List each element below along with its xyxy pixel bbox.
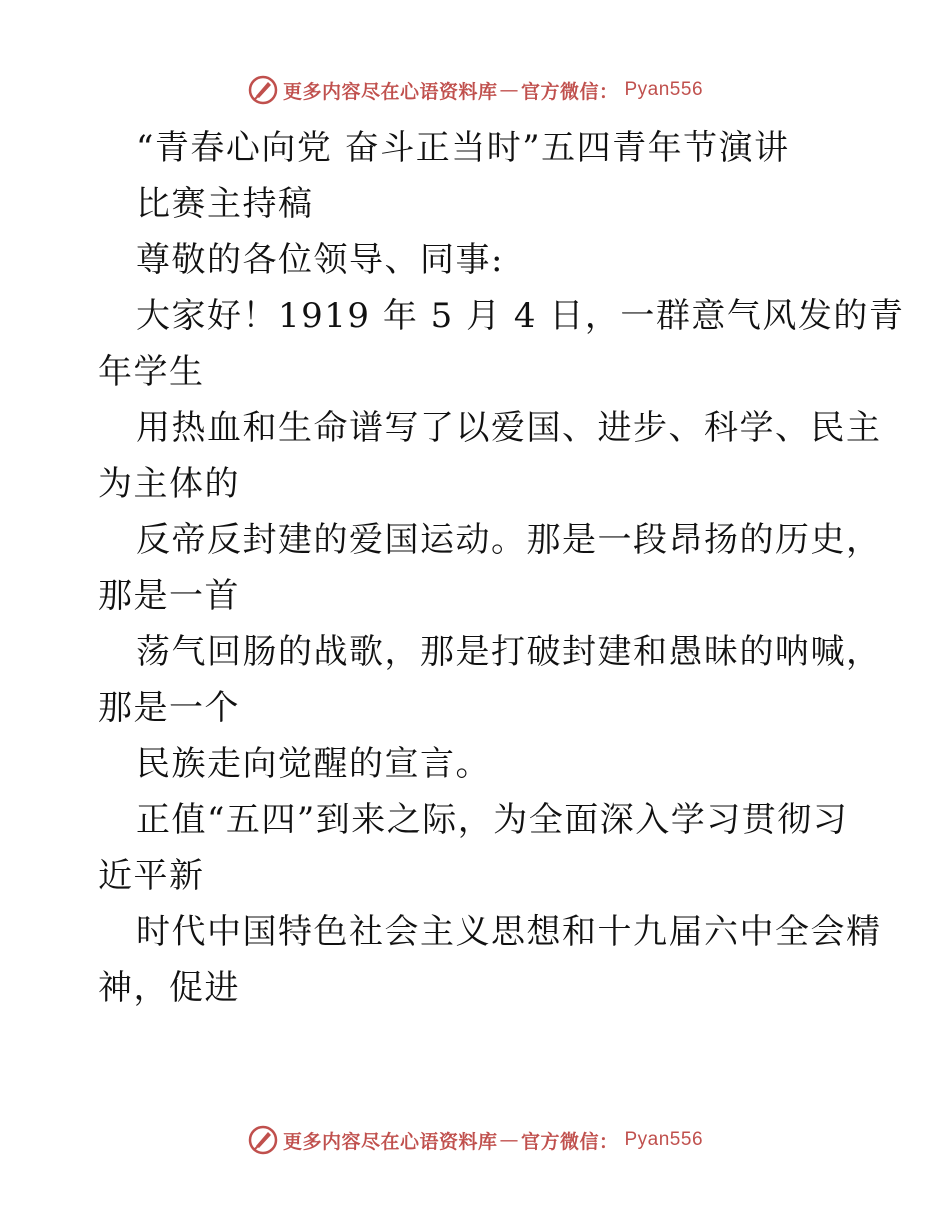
- watermark-wechat-id: Pyan556: [624, 79, 704, 100]
- watermark-dash: —: [499, 79, 519, 101]
- footer-watermark: [0, 1120, 950, 1160]
- doc-line: 那是一首: [98, 576, 240, 616]
- doc-line: 那是一个: [98, 688, 240, 728]
- doc-line: 大家好！1919 年 5 月 4 日，一群意气风发的青: [136, 296, 905, 336]
- quill-logo-icon: [247, 1124, 279, 1156]
- doc-line: 反帝反封建的爱国运动。那是一段昂扬的历史，: [136, 520, 882, 560]
- doc-line: 时代中国特色社会主义思想和十九届六中全会精: [136, 912, 882, 952]
- doc-line: 荡气回肠的战歌，那是打破封建和愚昧的呐喊，: [136, 632, 882, 672]
- quill-logo-icon: [247, 74, 279, 106]
- doc-line: 比赛主持稿: [136, 184, 314, 224]
- watermark-main-text: 更多内容尽在心语资料库: [282, 1130, 498, 1153]
- doc-line: “青春心向党 奋斗正当时”五四青年节演讲: [136, 128, 790, 168]
- watermark-wechat-id: Pyan556: [624, 1129, 704, 1150]
- watermark-main-text: 更多内容尽在心语资料库: [282, 80, 498, 103]
- doc-line: 神，促进: [98, 968, 240, 1008]
- document-body: [98, 120, 905, 1016]
- watermark-sub-text: 官方微信：: [520, 1130, 619, 1153]
- watermark-dash: —: [499, 1129, 519, 1151]
- watermark-sub-text: 官方微信：: [520, 80, 619, 103]
- doc-line: 尊敬的各位领导、同事:: [136, 240, 504, 280]
- header-watermark: [0, 70, 950, 110]
- doc-line: 民族走向觉醒的宣言。: [136, 744, 491, 784]
- doc-line: 年学生: [98, 352, 205, 392]
- doc-line: 近平新: [98, 856, 205, 896]
- doc-line: 用热血和生命谱写了以爱国、进步、科学、民主: [136, 408, 882, 448]
- doc-line: 正值“五四”到来之际，为全面深入学习贯彻习: [136, 800, 849, 840]
- doc-line: 为主体的: [98, 464, 240, 504]
